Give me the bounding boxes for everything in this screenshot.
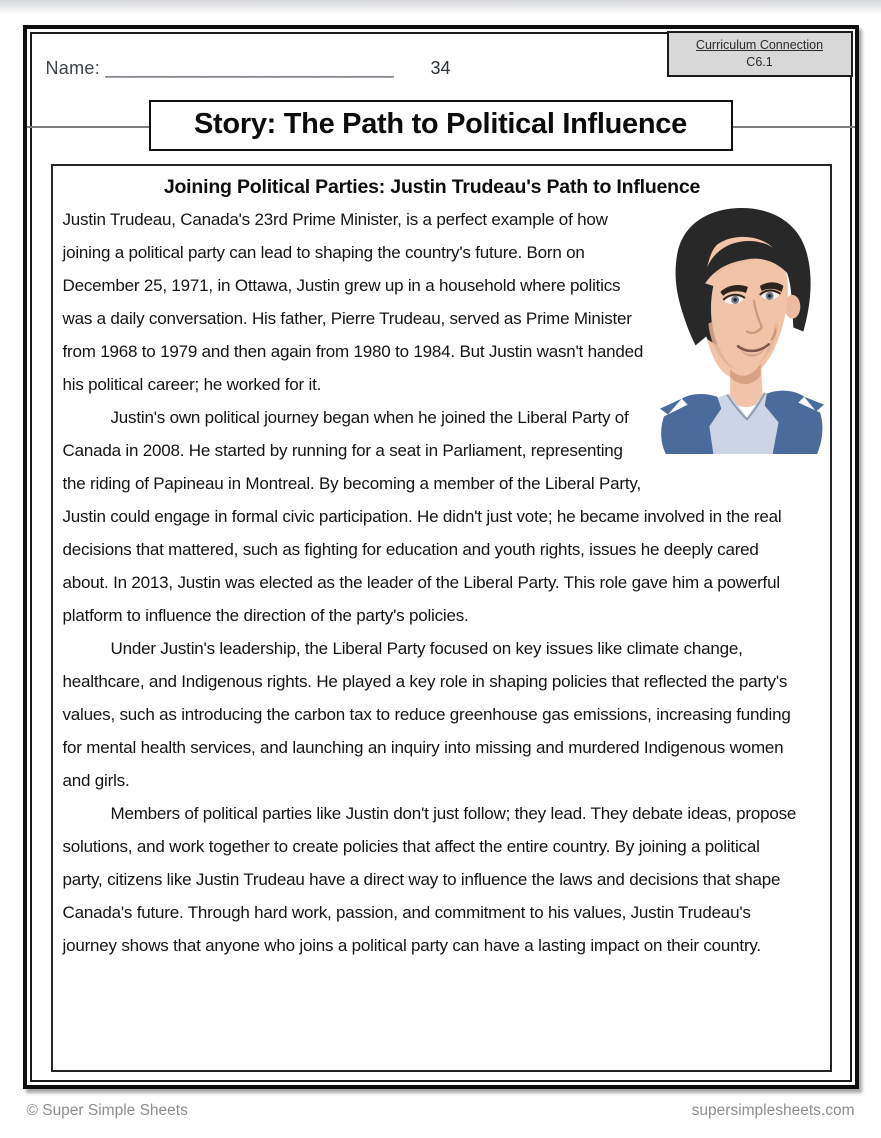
story-body	[63, 203, 802, 962]
curriculum-connection-box	[667, 31, 853, 77]
page-number: 34	[430, 58, 451, 78]
story-heading: Joining Political Parties: Justin Trudeau's Path to Influence	[163, 176, 701, 198]
story-box	[51, 164, 832, 1072]
story-paragraph-2: Justin's own political journey began when he joined the Liberal Party of Canada in 2008. He started by running for a seat in Parliament, representing the riding of Papineau in Montreal. By becoming a member of the Liberal Party, Justin could engage in formal civic participation. He didn't just vote; he became involved in the real decisions that mattered, such as fighting for education and youth rights, issues he deeply cared about. In 2013, Justin was elected as the leader of the Liberal Party. This role gave him a powerful platform to influence the direction of the party's policies.	[62, 408, 782, 625]
story-paragraph-3: Under Justin's leadership, the Liberal Party focused on key issues like climate change, healthcare, and Indigenous rights. He played a key role in shaping policies that reflected the party's values, such as introducing the carbon tax to reduce greenhouse gas emissions, increasing funding for mental health services, and launching an inquiry into missing and murdered Indigenous women and girls.	[62, 639, 791, 790]
name-label: Name:	[45, 58, 101, 78]
story-paragraph-4: Members of political parties like Justin don't just follow; they lead. They debate ideas, propose solutions, and work together to create policies that affect the entire country. By joining a political party, citizens like Justin Trudeau have a direct way to influence the laws and decisions that shape Canada's future. Through hard work, passion, and commitment to his values, Justin Trudeau's journey shows that anyone who joins a political party can have a lasting impact on their country.	[62, 804, 797, 955]
footer-copyright: © Super Simple Sheets	[26, 1102, 188, 1119]
page-footer	[25, 1102, 857, 1120]
curriculum-connection-code: C6.1	[746, 55, 773, 69]
title-row	[41, 100, 841, 152]
justin-trudeau-portrait-illustration	[658, 205, 826, 457]
story-paragraph-1: Justin Trudeau, Canada's 23rd Prime Minister, is a perfect example of how joining a political party can lead to shaping the country's future. Born on December 25, 1971, in Ottawa, Justin grew up in a household where politics was a daily conversation. His father, Pierre Trudeau, served as Prime Minister from 1968 to 1979 and then again from 1980 to 1984. But Justin wasn't handed his political career; he worked for it.	[62, 210, 644, 394]
page-top-fade	[0, 0, 881, 14]
curriculum-connection-title: Curriculum Connection	[695, 38, 824, 52]
footer-website: supersimplesheets.com	[691, 1102, 855, 1119]
page-title: Story: The Path to Political Influence	[149, 100, 733, 151]
name-row	[46, 58, 395, 79]
name-blank-line: ____________________________	[105, 58, 395, 78]
worksheet-page	[23, 25, 859, 1089]
worksheet-header	[41, 38, 841, 98]
